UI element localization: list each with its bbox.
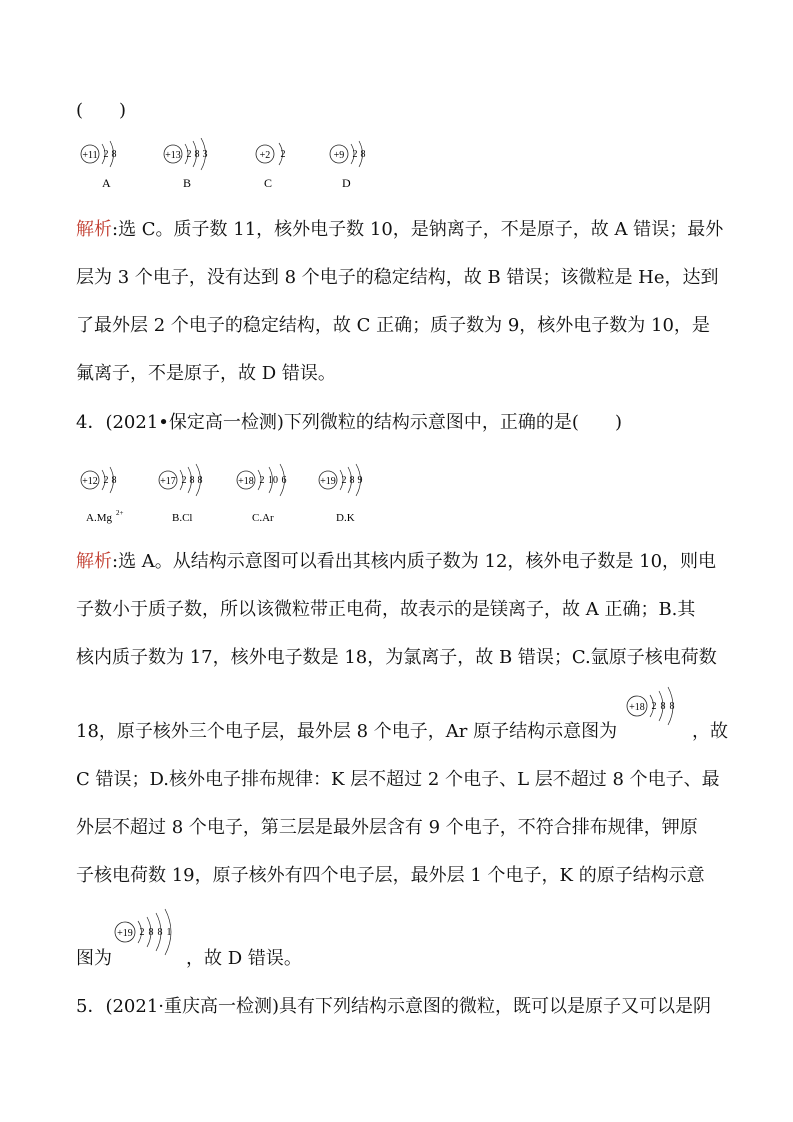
q3-diagram-c: [255, 138, 305, 200]
svg-text:B: B: [183, 176, 192, 190]
svg-text:+13: +13: [165, 150, 181, 161]
atom-structure-diagram: [80, 458, 144, 528]
atom-structure-diagram: [329, 138, 389, 196]
svg-text:+18: +18: [238, 476, 254, 487]
q5-stem: 5．(2021·重庆高一检测)具有下列结构示意图的微粒，既可以是原子又可以是阴: [76, 996, 712, 1017]
analysis-label: 解析: [76, 551, 112, 572]
q4-analysis-line-7: 子核电荷数 19，原子核外有四个电子层，最外层 1 个电子，K 的原子结构示意: [76, 865, 705, 886]
q3-analysis-line-1: [76, 215, 723, 241]
atom-structure-diagram: [318, 458, 382, 528]
svg-text:2: 2: [280, 149, 286, 160]
q4-diagram-b: [158, 458, 222, 532]
q3-analysis-line-3: 了最外层 2 个电子的稳定结构，故 C 正确；质子数为 9，核外电子数为 10，是: [76, 315, 710, 336]
atom-structure-diagram: [158, 458, 222, 528]
svg-text:2: 2: [352, 149, 358, 160]
analysis-text: :选 A。从结构示意图可以看出其核内质子数为 12，核外电子数是 10，则电: [112, 551, 717, 572]
svg-text:+17: +17: [160, 476, 176, 487]
svg-text:8: 8: [157, 927, 163, 938]
svg-text:A.Mg: A.Mg: [86, 512, 112, 524]
svg-text:2+: 2+: [116, 509, 124, 517]
q3-diagram-d: [329, 138, 389, 200]
svg-text:8: 8: [197, 475, 203, 486]
q3-diagram-b: [163, 138, 227, 200]
atom-structure-diagram: [114, 906, 186, 958]
svg-text:+18: +18: [629, 702, 645, 713]
svg-text:8: 8: [189, 475, 195, 486]
atom-structure-diagram: [626, 684, 696, 732]
atom-structure-diagram: [163, 138, 227, 196]
analysis-label: 解析: [76, 219, 112, 240]
q4-analysis-line-4: [76, 717, 617, 743]
atom-structure-diagram: [255, 138, 305, 196]
analysis-text: :选 C。质子数 11，核外电子数 10，是钠离子，不是原子，故 A 错误；最外: [112, 219, 724, 240]
analysis-text: 18，原子核外三个电子层，最外层 8 个电子，Ar 原子结构示意图为: [76, 721, 618, 742]
inline-ar-diagram: [626, 684, 696, 736]
q4-diagram-a: [80, 458, 144, 532]
q4-diagram-c: [236, 458, 308, 532]
q4-analysis-line-8: [76, 944, 112, 970]
q4-analysis-line-3: 核内质子数为 17，核外电子数是 18，为氯离子，故 B 错误；C.氩原子核电荷数: [76, 647, 717, 668]
q4-diagram-d: [318, 458, 382, 532]
atom-structure-diagram: [80, 138, 140, 196]
svg-text:D.K: D.K: [336, 512, 355, 524]
q4-analysis-line-5: C 错误；D.核外电子排布规律：K 层不超过 2 个电子、L 层不超过 8 个电子、最: [76, 769, 720, 790]
svg-text:8: 8: [111, 475, 117, 486]
svg-text:+19: +19: [117, 928, 133, 939]
q4-analysis-line-8-tail: ，故 D 错误。: [186, 948, 302, 969]
q3-analysis-line-4: 氟离子，不是原子，故 D 错误。: [76, 363, 336, 384]
svg-text:1: 1: [166, 927, 172, 938]
q4-analysis-line-4-tail: ，故: [692, 721, 728, 742]
svg-text:+9: +9: [333, 150, 345, 161]
svg-text:+11: +11: [82, 150, 98, 161]
svg-text:D: D: [342, 176, 351, 190]
svg-text:2: 2: [181, 475, 187, 486]
q3-analysis-line-2: 层为 3 个电子，没有达到 8 个电子的稳定结构，故 B 错误；该微粒是 He，达到: [76, 267, 719, 288]
q3-diagram-a: [80, 138, 140, 200]
svg-text:8: 8: [148, 927, 154, 938]
analysis-text: 图为: [76, 948, 112, 969]
svg-text:C.Ar: C.Ar: [252, 512, 274, 524]
svg-text:10: 10: [268, 475, 278, 486]
svg-text:+2: +2: [259, 150, 271, 161]
q4-stem: 4．(2021•保定高一检测)下列微粒的结构示意图中，正确的是( ): [76, 412, 622, 433]
svg-text:8: 8: [349, 475, 355, 486]
q4-analysis-line-1: [76, 547, 716, 573]
svg-text:3: 3: [202, 149, 208, 160]
svg-text:8: 8: [669, 701, 675, 712]
svg-text:8: 8: [660, 701, 666, 712]
q4-analysis-line-2: 子数小于质子数，所以该微粒带正电荷，故表示的是镁离子，故 A 正确；B.其: [76, 599, 696, 620]
svg-text:8: 8: [194, 149, 200, 160]
svg-text:+12: +12: [82, 476, 98, 487]
svg-text:6: 6: [281, 475, 287, 486]
inline-k-diagram: [114, 906, 186, 962]
svg-text:C: C: [264, 176, 273, 190]
svg-text:8: 8: [111, 149, 117, 160]
svg-text:A: A: [102, 176, 111, 190]
svg-text:2: 2: [103, 149, 109, 160]
svg-text:2: 2: [103, 475, 109, 486]
svg-text:2: 2: [341, 475, 347, 486]
svg-text:9: 9: [357, 475, 363, 486]
svg-text:2: 2: [186, 149, 192, 160]
svg-text:B.Cl: B.Cl: [172, 512, 193, 524]
q4-analysis-line-6: 外层不超过 8 个电子，第三层是最外层含有 9 个电子，不符合排布规律，钾原: [76, 817, 698, 838]
svg-text:+19: +19: [320, 476, 336, 487]
svg-text:2: 2: [651, 701, 657, 712]
svg-text:8: 8: [360, 149, 366, 160]
svg-text:2: 2: [139, 927, 145, 938]
atom-structure-diagram: [236, 458, 308, 528]
svg-text:2: 2: [259, 475, 265, 486]
q3-answer-paren: ( ): [76, 100, 127, 121]
